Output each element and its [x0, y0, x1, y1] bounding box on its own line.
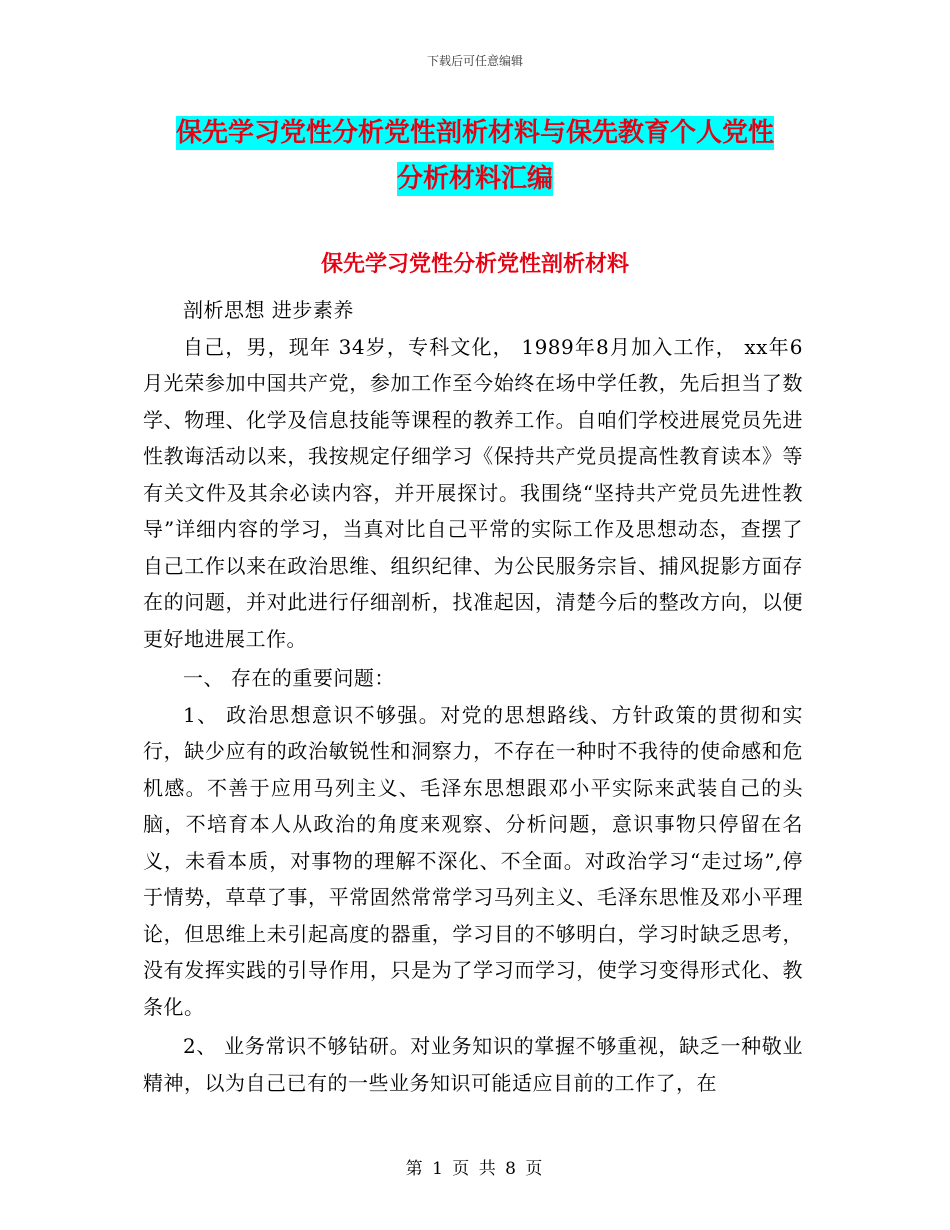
paragraph-heading-problems: 一、 存在的重要问题： — [183, 666, 395, 690]
paragraph-item-2: 2、 业务常识不够钻研。对业务知识的掌握不够重视，缺乏一种敬业精神，以为自己已有的一些业务知识可能适应目前的工作了，在 — [143, 1034, 803, 1095]
document-body — [143, 292, 803, 1101]
paragraph-subtitle: 剖析思想 进步素养 — [183, 298, 354, 322]
page-number: 第 1 页 共 8 页 — [405, 1159, 545, 1179]
document-title-line-2: 分析材料汇编 — [396, 164, 553, 194]
document-title-line-1: 保先学习党性分析党性剖析材料与保先教育个人党性 — [175, 118, 774, 148]
paragraph-intro: 自己，男，现年 34岁，专科文化， 1989年8月加入工作， xx年6月光荣参加中国共产党，参加工作至今始终在场中学任教，先后担当了数学、物理、化学及信息技能等课程的教养工作。自咱们学校进展党员先进性教诲活动以来，我按规定仔细学习《保持共产党员提高性教育读本》等有关文件及其余必读内容，并开展探讨。我围绕“坚持共产党员先进性教导”详细内容的学习，当真对比自己平常的实际工作及思想动态，查摆了自己工作以来在政治思维、组织纪律、为公民服务宗旨、捕风捉影方面存在的问题，并对此进行仔细剖析，找准起因，清楚今后的整改方向，以便更好地进展工作。 — [143, 334, 803, 651]
header-note: 下载后可任意编辑 — [426, 54, 523, 68]
section-title: 保先学习党性分析党性剖析材料 — [320, 252, 629, 277]
document-title — [150, 110, 800, 202]
paragraph-item-1: 1、 政治思想意识不够强。对党的思想路线、方针政策的贯彻和实行，缺少应有的政治敏锐性和洞察力，不存在一种时不我待的使命感和危机感。不善于应用马列主义、毛泽东思想跟邓小平实际来武装自己的头脑，不培育本人从政治的角度来观察、分析问题，意识事物只停留在名义，未看本质，对事物的理解不深化、不全面。对政治学习“走过场”,停于情势，草草了事，平常固然常常学习马列主义、毛泽东思惟及邓小平理论，但思维上未引起高度的器重，学习目的不够明白，学习时缺乏思考，没有发挥实践的引导作用，只是为了学习而学习，使学习变得形式化、教条化。 — [143, 702, 803, 1019]
